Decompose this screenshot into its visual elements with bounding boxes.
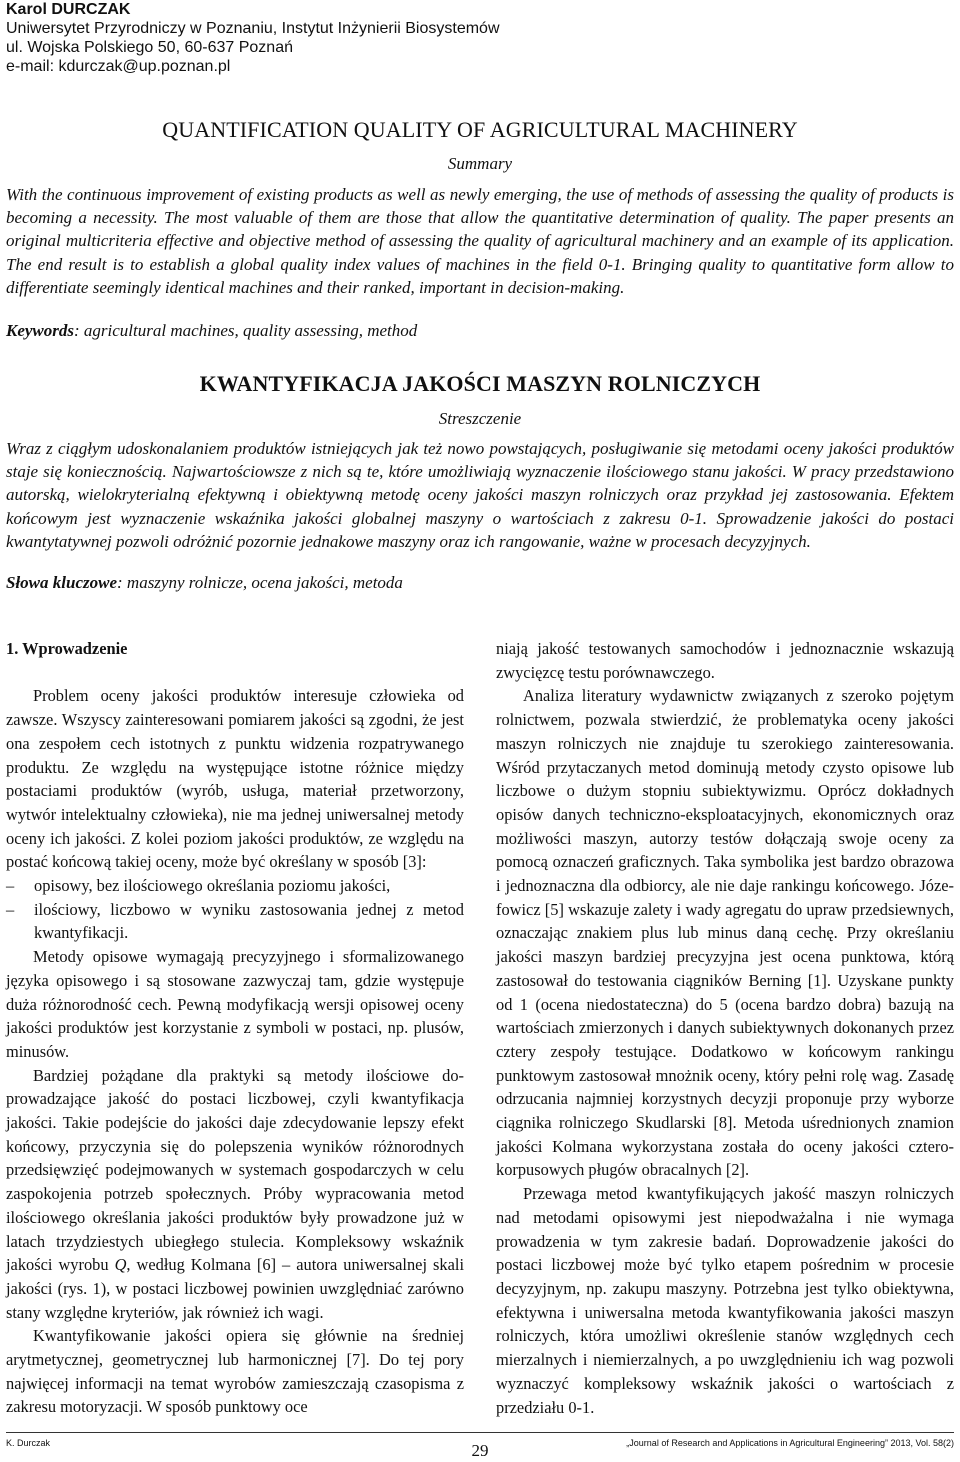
paragraph-7: Przewaga metod kwantyfikujących jakość maszyn rolniczych nad metodami opisowymi jest niepodważalna i nie wymaga prowadzenia w tym zakresie badań. Doprowadzenie jakości do postaci liczbowej może być tylko etapem pośrednim w procesie decyzyjnym, np. zakupu maszyny. Potrzebna jest tylko obiektywna, efektywna i uniwersalna metoda kwantyfikowania jakości maszyn rolniczych, która umożliwi określenie stanów względnych cech mierzalnych i niemierzalnych, a po uwzględnieniu ich wag pozwoli wyznaczyć kompleksowy wskaźnik jakości o wartościach z przedziału 0-1.	[496, 1184, 954, 1417]
right-column	[496, 637, 954, 1419]
polish-title: KWANTYFIKACJA JAKOŚCI MASZYN ROLNICZYCH	[199, 371, 761, 396]
english-title: QUANTIFICATION QUALITY OF AGRICULTURAL MACHINERY	[162, 117, 798, 142]
author-name: Karol DURCZAK	[6, 1, 131, 18]
author-address: ul. Wojska Polskiego 50, 60-637 Poznań	[6, 39, 293, 56]
section-heading: 1. Wprowadzenie	[6, 639, 128, 658]
page-number: 29	[471, 1441, 489, 1460]
paragraph-5: niają jakość testowanych samochodów i jednoznacznie wskazują zwycięzcę testu porównawczego.	[496, 639, 954, 682]
polish-keywords	[6, 572, 403, 594]
dash-marker: –	[6, 899, 15, 919]
english-keywords-label: Keywords	[6, 321, 74, 340]
author-affiliation: Uniwersytet Przyrodniczy w Poznaniu, Instytut Inżynierii Biosystemów	[6, 20, 500, 37]
list-item: – ilościowy, liczbowo w wyniku zastosowania jednej z metod kwantyfikacji.	[6, 899, 464, 943]
author-email: e-mail: kdurczak@up.poznan.pl	[6, 58, 231, 75]
footer-journal: „Journal of Research and Applications in Agricultural Engineering” 2013, Vol. 58(2)	[626, 1438, 954, 1448]
english-summary: With the continuous improvement of existing products as well as newly emerging, the use of methods of assessing the quality of products is becoming a necessity. The most valuable of them are those that allow the quantitative determination of quality. The paper presents an original multicriteria effective and objective method of assessing the quality of agricultural machinery and an example of its application. The end result is to establish a global quality index values of machines in the field 0-1. Bringing quality to quantitative form allow to differentiate seemingly identical machines and their ranked, important in decision-making.	[6, 185, 954, 297]
english-keywords-text: : agricultural machines, quality assessing, method	[74, 321, 418, 340]
polish-keywords-text: : maszyny rolnicze, ocena jakości, metoda	[117, 573, 403, 592]
dash-marker: –	[6, 876, 15, 896]
footer-author: K. Durczak	[6, 1438, 51, 1448]
polish-summary: Wraz z ciągłym udoskonalaniem produktów istniejących jak też nowo powstających, posługiwanie się metodami oceny jakości produktów staje się koniecznością. Najwartościowsze z nich są te, które umożliwiają wyznaczenie ilościowego stanu jakości. W pracy przedstawiono autorską, wielokryterialną efektywną i obiektywną metodę oceny jakości maszyn rolniczych oraz przykład jej zastosowania. Efektem końcowym jest wyznaczenie wskaźnika jakości globalnej maszyny o wartościach z zakresu 0-1. Sprowadzenie jakości do postaci kwantytatywnej pozwoli odróżnić pozornie jednakowe maszyny oraz ich rangowanie, ważne w procesach decyzyjnych.	[6, 439, 954, 551]
paragraph-1: Problem oceny jakości produktów interesuje człowieka od zawsze. Wszyscy zainteresowani pomiarem jakości są zgodni, że jest ona zespołem cech istotnych z punktu widzenia rozpatrywanego produktu. Ze względu na występujące istotne różnice między postaciami produktów (wyrób, usługa, materiał przetworzony, wytwór intelektualny człowieka), nie ma jednej uniwersalnej metody oceny ich jakości. Z kolei poziom jakości produktów, ze względu na postać końcową takiej oceny, może być określany w sposób [3]:	[6, 686, 464, 872]
english-keywords	[6, 320, 417, 342]
polish-keywords-label: Słowa kluczowe	[6, 573, 117, 592]
left-column	[6, 637, 464, 1419]
paragraph-4: Kwantyfikowanie jakości opiera się głównie na średniej arytmetycznej, geometrycznej lub harmonicznej [7]. Do tej pory najwięcej informacji na temat wyrobów zamieszczają czasopisma z zakresu motoryzacji. W sposób punktowy oce	[6, 1326, 464, 1417]
paragraph-6: Analiza literatury wydawnictw związanych z szeroko pojętym rolnictwem, pozwala stwierdzić, że problematyka oceny jakości maszyn rolniczych nie znajduje tu szerokiego zainteresowania. Wśród przytaczanych metod dominują metody czysto opisowe lub liczbowe o dużym stopniu subiektywizmu. Oprócz dokładnych opisów danych techniczno-eksploatacyjnych, ekonomicznych oraz możliwości maszyn, autorzy testów dołączają swoje oceny za pomocą oznaczeń graficznych. Taka symbolika jest bardzo obrazowa i jednoznaczna dla odbiorcy, ale nie daje rankingu końcowego. Józefowicz [5] wskazuje zalety i wady agregatu do upraw przedsiewnych, oznaczając znakiem plus lub minus daną cechę. Przy określaniu jakości maszyn bardziej precyzyjna jest ocena punktowa, którą zastosował do testowania ciągników Berning [1]. Uzyskane punkty od 1 (ocena niedostateczna) do 5 (ocena bardzo dobra) bazują na wartościach zmierzonych i danych subiektywnych dokonanych przez cztery zespoły testujące. Dodatkowo w końcowym rankingu punktowym zastosował mnożnik oceny, który pełni rolę wag. Zasadę odrzucania najmniej korzystnych decyzji proponuje przy wyborze ciągnika rolniczego Skudlarski [8]. Metoda uśrednionych znamion jakości Kolmana wykorzystana została do oceny jakości czterokorpusowych pługów obracalnych [2].	[496, 686, 954, 1180]
paragraph-2: Metody opisowe wymagają precyzyjnego i sformalizowanego języka opisowego i są stosowane zazwyczaj tam, gdzie występuje duża różnorodność cech. Pewną modyfikacją wersji opisowej oceny jakości produktów jest korzystanie z symboli w postaci, np. plusów, minusów.	[6, 947, 464, 1061]
paragraph-3: Bardziej pożądane dla praktyki są metody ilościowe doprowadzające jakość do postaci liczbowej, czyli kwantyfikacja jakości. Takie podejście do jakości daje zdecydowanie lepszy efekt końcowy, przyczynia się do polepszenia wyników różnorodnych przedsięwzięć podejmowanych w systemach gospodarczych w celu zaspokojenia potrzeb społecznych. Próby wypracowania metod ilościowego określania jakości produktów były prowadzone już w latach trzydziestych ubiegłego stulecia. Kompleksowy wskaźnik jakości wyrobu Q, według Kolmana [6] – autora uniwersalnej skali jakości (rys. 1), w postaci liczbowej powinien uwzględniać zarówno stany względne kryteriów, jak również ich wagi.	[6, 1065, 464, 1322]
list-item: – opisowy, bez ilościowego określania poziomu jakości,	[6, 874, 464, 898]
page-footer	[0, 1432, 960, 1462]
polish-summary-heading: Streszczenie	[438, 409, 522, 428]
quality-symbol: Q	[114, 1255, 127, 1275]
footer-rule	[6, 1432, 954, 1433]
english-summary-heading: Summary	[447, 154, 513, 173]
author-block	[6, 0, 500, 76]
